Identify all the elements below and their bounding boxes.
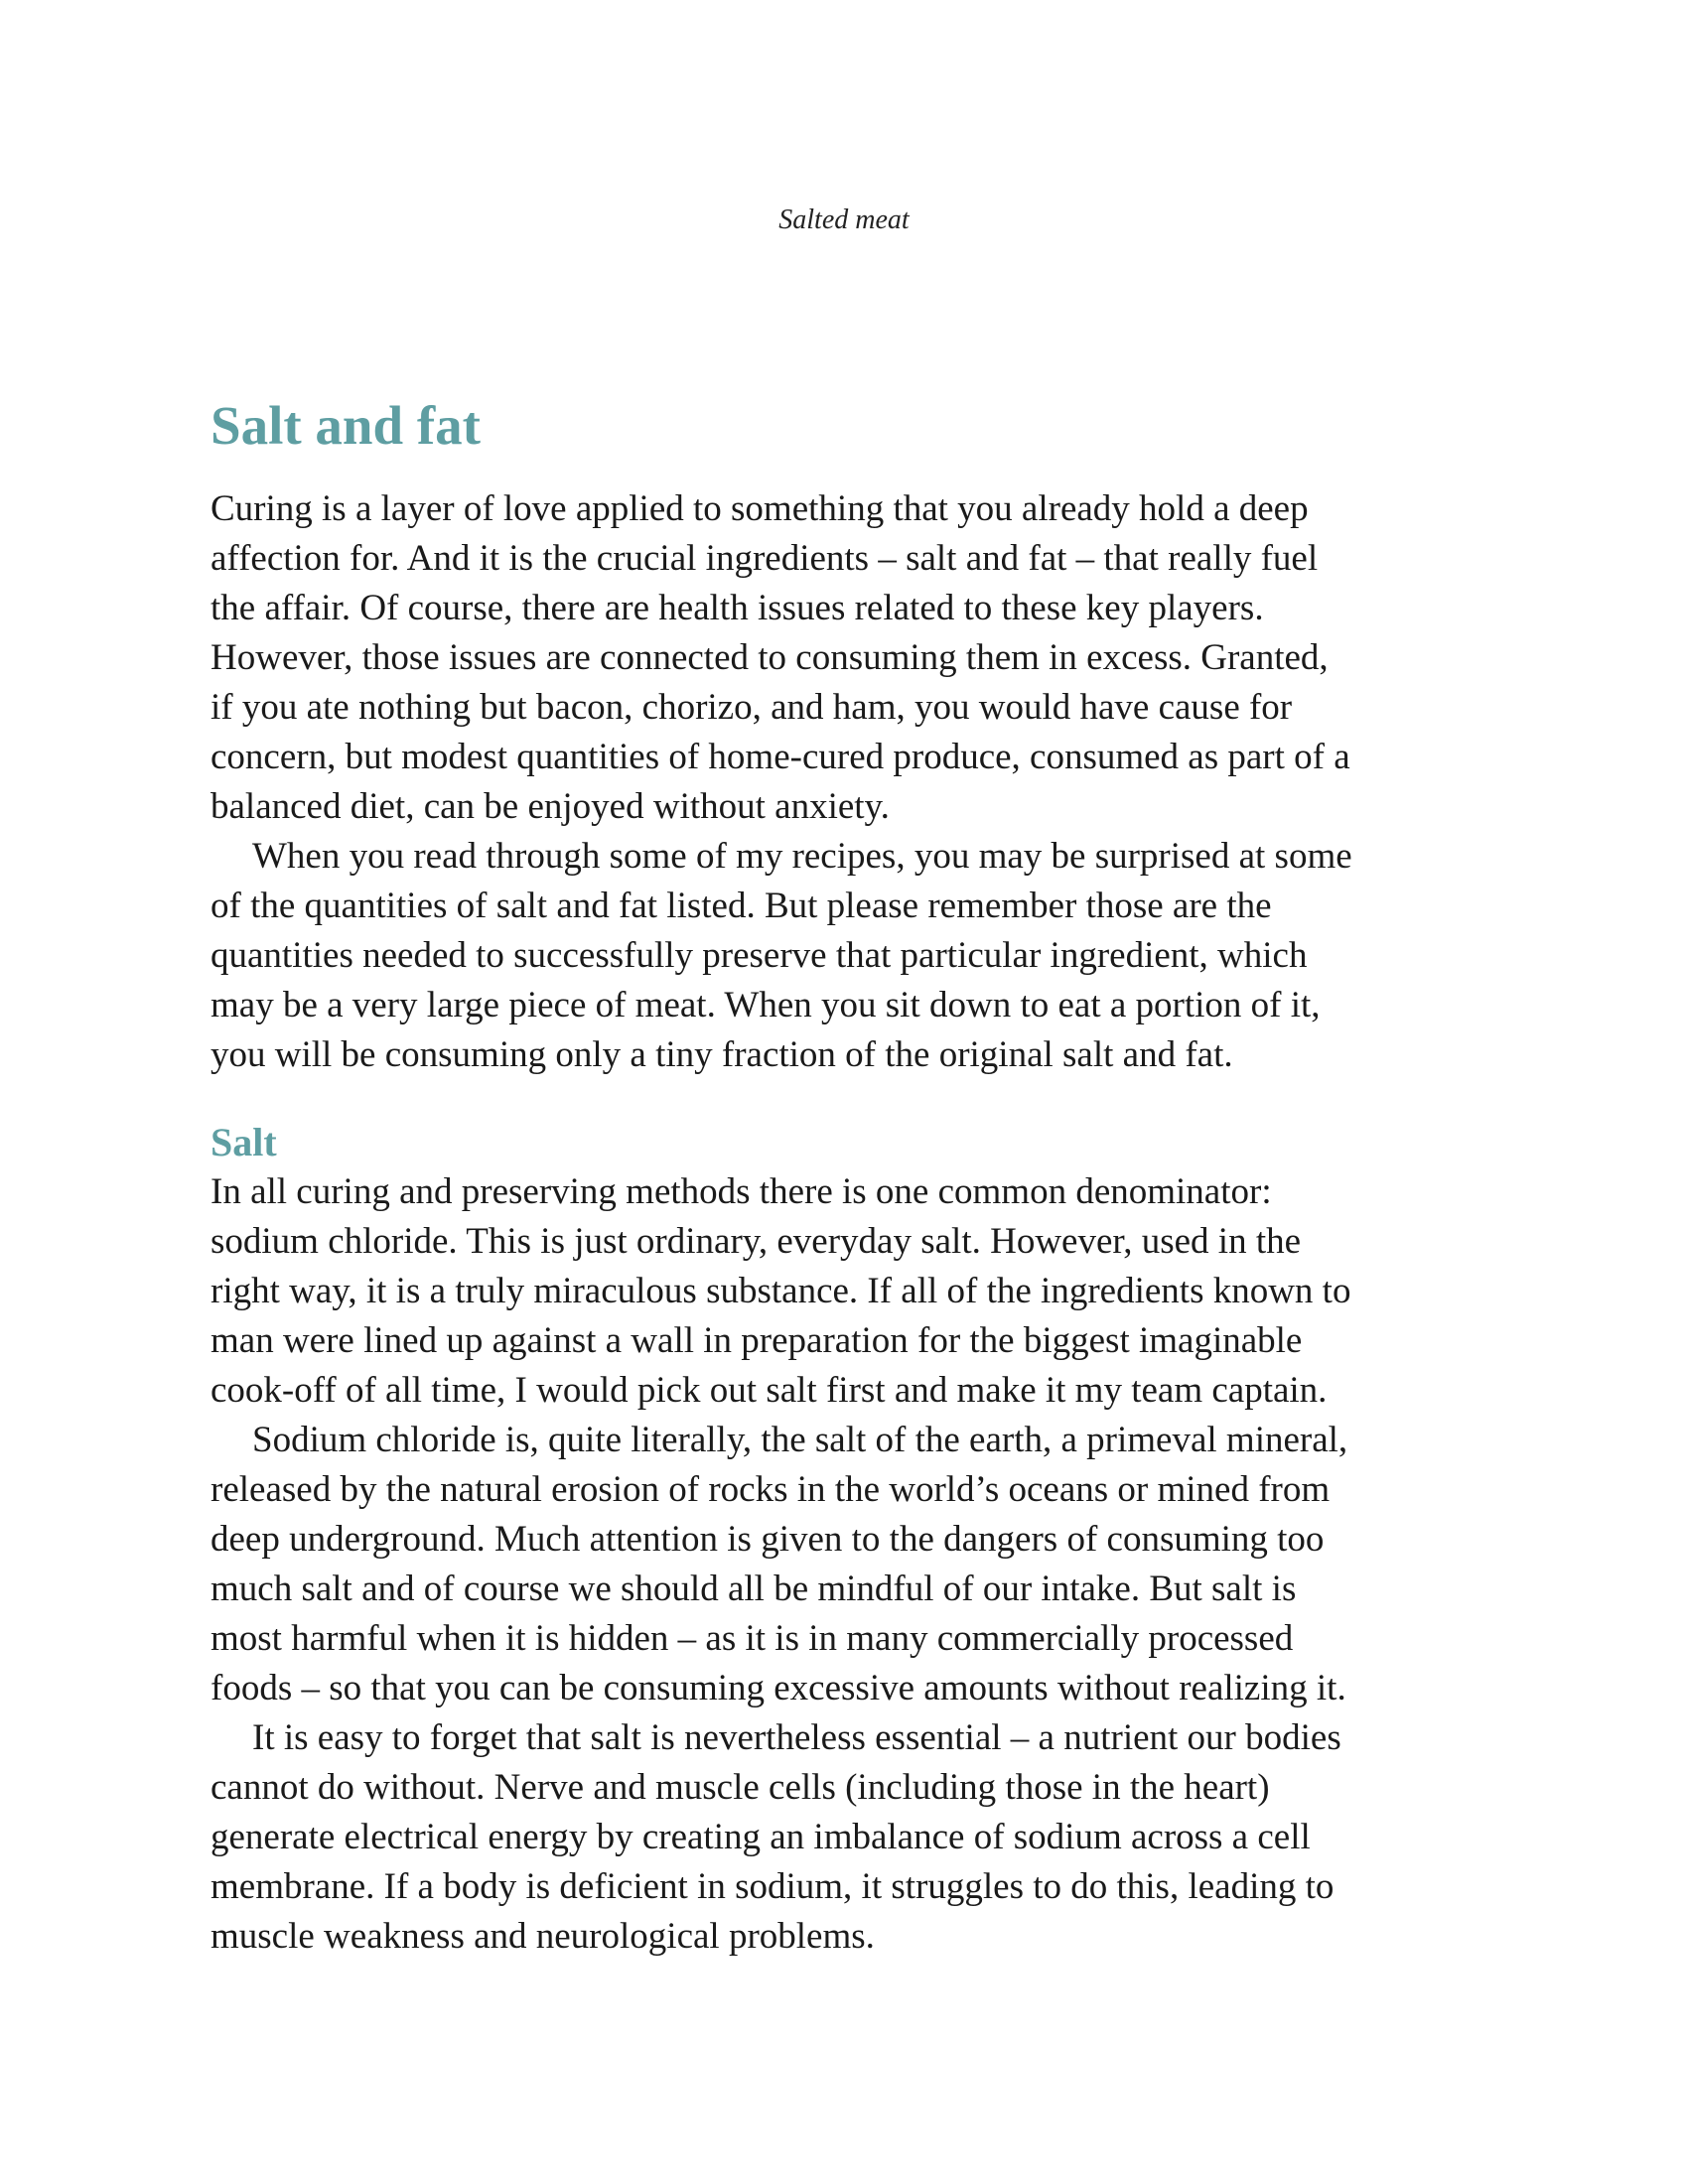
text-line: concern, but modest quantities of home-cured produce, consumed as part of a bbox=[211, 737, 1350, 777]
section-title-salt: Salt bbox=[211, 1120, 277, 1164]
text-line: right way, it is a truly miraculous substance. If all of the ingredients known to bbox=[211, 1271, 1351, 1311]
text-line: released by the natural erosion of rocks in the world’s oceans or mined from bbox=[211, 1469, 1331, 1510]
text-line: cannot do without. Nerve and muscle cells (including those in the heart) bbox=[211, 1767, 1270, 1808]
text-line: if you ate nothing but bacon, chorizo, and ham, you would have cause for bbox=[211, 687, 1293, 728]
intro-paragraph-1 bbox=[211, 484, 1491, 832]
text-line: you will be consuming only a tiny fraction of the original salt and fat. bbox=[211, 1034, 1233, 1075]
chapter-title: Salt and fat bbox=[211, 395, 481, 456]
text-line: membrane. If a body is deficient in sodium, it struggles to do this, leading to bbox=[211, 1866, 1335, 1907]
text-line: When you read through some of my recipes, you may be surprised at some bbox=[252, 836, 1352, 877]
text-line: much salt and of course we should all be mindful of our intake. But salt is bbox=[211, 1569, 1297, 1609]
text-line: cook-off of all time, I would pick out salt first and make it my team captain. bbox=[211, 1370, 1328, 1411]
text-line: generate electrical energy by creating an imbalance of sodium across a cell bbox=[211, 1817, 1311, 1857]
salt-paragraph-3 bbox=[211, 1713, 1491, 1962]
text-line: balanced diet, can be enjoyed without anxiety. bbox=[211, 786, 890, 827]
text-line: quantities needed to successfully preserve that particular ingredient, which bbox=[211, 935, 1308, 976]
running-head: Salted meat bbox=[778, 205, 910, 235]
salt-paragraph-1 bbox=[211, 1167, 1491, 1416]
salt-paragraph-2 bbox=[211, 1416, 1491, 1713]
text-line: most harmful when it is hidden – as it is in many commercially processed bbox=[211, 1618, 1294, 1659]
text-line: the affair. Of course, there are health issues related to these key players. bbox=[211, 588, 1264, 628]
text-line: Sodium chloride is, quite literally, the salt of the earth, a primeval mineral, bbox=[252, 1420, 1348, 1460]
text-line: It is easy to forget that salt is nevertheless essential – a nutrient our bodies bbox=[252, 1717, 1341, 1758]
text-line: man were lined up against a wall in preparation for the biggest imaginable bbox=[211, 1320, 1303, 1361]
page-body bbox=[211, 391, 1491, 1962]
text-line: muscle weakness and neurological problems. bbox=[211, 1916, 875, 1957]
text-line: foods – so that you can be consuming excessive amounts without realizing it. bbox=[211, 1668, 1346, 1708]
text-line: In all curing and preserving methods there is one common denominator: bbox=[211, 1171, 1272, 1212]
text-line: deep underground. Much attention is given to the dangers of consuming too bbox=[211, 1519, 1325, 1560]
text-line: affection for. And it is the crucial ingredients – salt and fat – that really fuel bbox=[211, 538, 1319, 579]
intro-paragraph-2 bbox=[211, 832, 1491, 1080]
text-line: may be a very large piece of meat. When you sit down to eat a portion of it, bbox=[211, 985, 1321, 1025]
text-line: of the quantities of salt and fat listed. But please remember those are the bbox=[211, 886, 1272, 926]
text-line: However, those issues are connected to consuming them in excess. Granted, bbox=[211, 637, 1329, 678]
text-line: sodium chloride. This is just ordinary, everyday salt. However, used in the bbox=[211, 1221, 1302, 1262]
text-line: Curing is a layer of love applied to something that you already hold a deep bbox=[211, 488, 1309, 529]
